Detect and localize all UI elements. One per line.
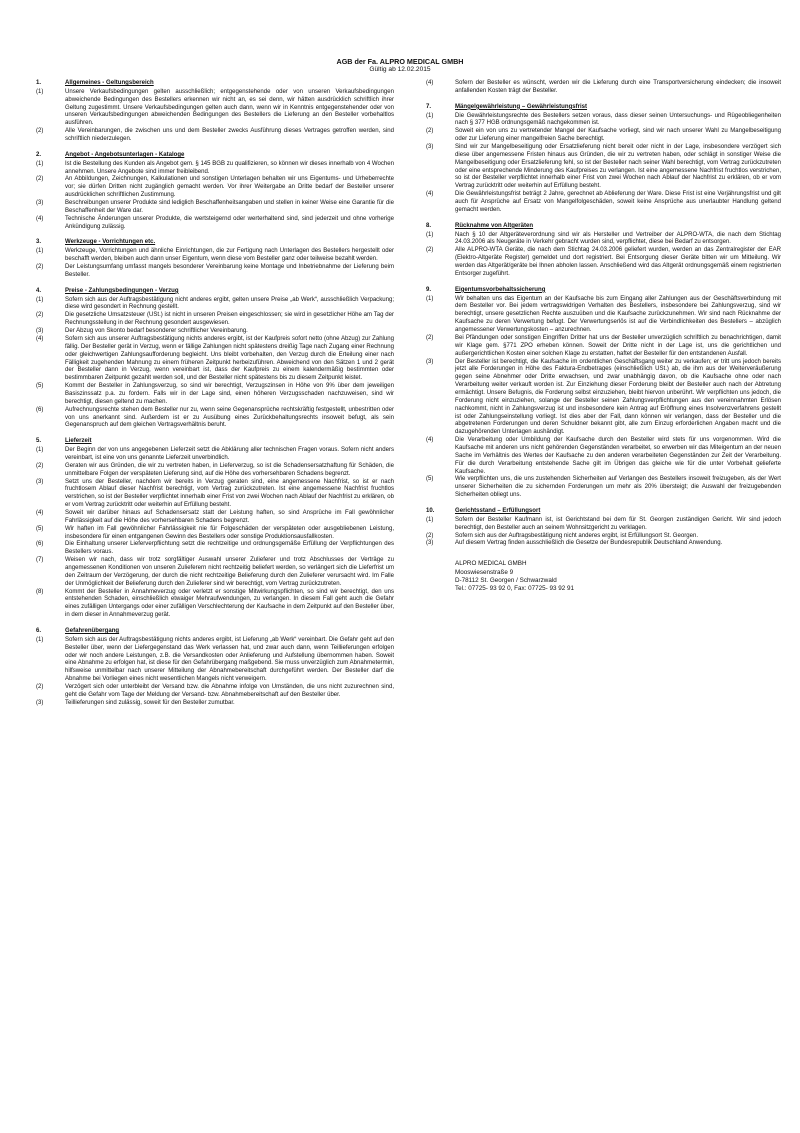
paragraph <box>36 216 394 232</box>
paragraph-number: (4) <box>426 437 434 444</box>
document-validity-date: Gültig ab 12.02.2015 <box>369 66 431 73</box>
section-number: 7. <box>426 103 432 110</box>
paragraph-number: (3) <box>426 540 434 547</box>
paragraph <box>426 540 781 548</box>
section-number: 10. <box>426 507 435 514</box>
paragraph-text: Nach § 10 der Altgeräteverordnung sind wir als Hersteller und Vertreiber der ALPRO-WTA, die nach dem Stichtag 24.03.2006 als Neugeräte in Verkehr gebracht wurden sind, verpflichtet, diese bei Bedarf zu entsorgen. <box>455 231 781 246</box>
paragraph <box>36 248 394 264</box>
section-heading <box>36 288 394 296</box>
paragraph <box>36 89 394 128</box>
paragraph-number: (4) <box>36 335 44 342</box>
paragraph-text: Werkzeuge, Vorrichtungen und ähnliche Einrichtungen, die zur Fertigung nach Unterlagen des Bestellers hergestellt oder beschafft werden, bleiben auch dann unser Eigentum, wenn diese vom Besteller ganz oder teilweise bezahlt werden. <box>65 248 394 263</box>
paragraph-text: Sofern der Besteller Kaufmann ist, ist Gerichtstand bei dem für St. Georgen zuständigen Gericht. Wir sind jedoch berechtigt, den Besteller auch an seinem Wohnsitzgericht zu verklagen. <box>455 516 781 531</box>
paragraph <box>36 328 394 336</box>
paragraph <box>426 359 781 438</box>
section-title: Mängelgewährleistung – Gewährleistungsfrist <box>455 103 588 110</box>
paragraph-text: Wie verpflichten uns, die uns zustehenden Sicherheiten auf Verlangen des Bestellers insoweit freizugeben, als der Wert unserer Sicherheiten die zu sichernden Forderungen um mehr als 20% übersteigt; die Auswahl der freizugebenden Sicherheiten obliegt uns. <box>455 476 781 499</box>
section <box>36 628 394 708</box>
section <box>426 104 781 215</box>
paragraph-number: (3) <box>426 358 434 365</box>
paragraph <box>36 161 394 177</box>
paragraph <box>36 637 394 684</box>
paragraph-number: (5) <box>426 476 434 483</box>
paragraph-text: Unsere Verkaufsbedingungen gelten ausschließlich; entgegenstehende oder von unseren Verkaufsbedingungen abweichende Bedingungen des Bestellers erkennen wir nicht an, es sei denn, wir hätten ausdrücklich schriftlich ihrer Geltung zugestimmt. Unsere Verkaufsbedingungen gelten auch dann, wenn wir in Kenntnis entgegenstehender oder von unseren Verkaufsbedingungen abweichenden Bedingungen des Bestellers die Lieferung an den Besteller vorbehaltlos ausführen. <box>65 88 394 127</box>
paragraph-text: Geraten wir aus Gründen, die wir zu vertreten haben, in Lieferverzug, so ist die Schadensersatzhaftung für Schäden, die unmittelbare Folgen der verspäteten Lieferung sind, auf die Höhe des vorhersehbaren Schadens begrenzt. <box>65 462 394 477</box>
paragraph <box>426 247 781 278</box>
paragraph-number: (7) <box>36 557 44 564</box>
paragraph-number: (3) <box>36 200 44 207</box>
section-title: Rücknahme von Altgeräten <box>455 222 534 229</box>
paragraph <box>426 517 781 533</box>
paragraph-number: (6) <box>36 406 44 413</box>
paragraph-text: Soweit ein von uns zu vertretender Mangel der Kaufsache vorliegt, sind wir nach unserer Wahl zu Mangelbeseitigung oder zur Lieferung einer mangelfreien Sache berechtigt. <box>455 128 781 143</box>
paragraph <box>426 232 781 248</box>
paragraph-text: Alle ALPRO-WTA Geräte, die nach dem Stichtag 24.03.2006 geliefert wurden, werden an das Zentralregister der EAR (Elektro-Altgeräte Register) gemeldet und dort registriert. Bei Entsorgung dieser Geräte bitten wir um Mitteilung. Wir werden das Altgerät/geräte bei Ihnen abholen lassen. Anschließend wird das Altgerät ordnungsgemäß einem registrierten Entsorger zugeführt. <box>455 247 781 277</box>
section <box>36 438 394 620</box>
section-number: 2. <box>36 151 42 158</box>
right-column <box>426 80 781 594</box>
paragraph-text: Verzögert sich oder unterbleibt der Versand bzw. die Abnahme infolge von Umständen, die uns nicht zuzurechnen sind, geht die Gefahr vom Tage der Meldung der Versand- bzw. Abnahmebereitschaft auf den Besteller über. <box>65 684 394 698</box>
paragraph-text: Beschreibungen unserer Produkte sind lediglich Beschaffenheitsangaben und stellen in keiner Weise eine Garantie für die Beschaffenheit der Ware dar. <box>65 200 394 214</box>
section-number: 1. <box>36 80 42 86</box>
paragraph-number: (1) <box>36 248 44 255</box>
paragraph <box>36 200 394 216</box>
paragraph <box>426 80 781 96</box>
paragraph <box>426 437 781 476</box>
paragraph-number: (2) <box>36 128 44 135</box>
paragraph <box>36 463 394 479</box>
paragraph-text: Technische Änderungen unserer Produkte, die wertsteigernd oder werterhaltend sind, sind jederzeit und ohne vorherige Ankündigung zulässig. <box>65 215 394 230</box>
section <box>36 80 394 144</box>
paragraph-text: Kommt der Besteller in Annahmeverzug oder verletzt er sonstige Mitwirkungspflichten, so sind wir berechtigt, den uns entstehenden Schaden, einschließlich etwaiger Mehraufwendungen, zu verlangen. In diesem Fall geht auch die Gefahr eines zufälligen Untergangs oder einer zufälligen Verschlechterung der Kaufsache in dem Zeitpunkt auf den Besteller über, in dem dieser in Annahmeverzug gerät. <box>65 588 394 619</box>
paragraph <box>36 407 394 431</box>
paragraph-number: (1) <box>36 296 44 303</box>
paragraph <box>426 296 781 335</box>
paragraph <box>426 144 781 191</box>
paragraph <box>426 335 781 359</box>
paragraph <box>36 541 394 557</box>
paragraph <box>36 510 394 526</box>
paragraph-text: Weisen wir nach, dass wir trotz sorgfältiger Auswahl unserer Zulieferer und trotz Abschlusses der Verträge zu angemessenen Konditionen von unseren Zulieferern nicht rechtzeitig beliefert werden, so verlängert sich die Lieferfrist um den Zeitraum der Verzögerung, der durch die nicht rechtzeitige Belieferung durch den Zulieferer verursacht wird. Im Falle der Unmöglichkeit der Belieferung durch den Zulieferer sind wir berechtigt, vom Vertrag zurückzutreten. <box>65 557 394 587</box>
section-heading <box>36 438 394 446</box>
paragraph <box>36 700 394 708</box>
paragraph-number: (1) <box>36 160 44 167</box>
paragraph <box>36 264 394 280</box>
paragraph-number: (2) <box>426 334 434 341</box>
section-title: Allgemeines - Geltungsbereich <box>65 80 154 86</box>
paragraph-text: Teillieferungen sind zulässig, soweit für den Besteller zumutbar. <box>65 699 235 706</box>
section-heading <box>36 628 394 636</box>
paragraph <box>426 191 781 215</box>
address-street: Mooswiesenstraße 9 <box>455 568 514 576</box>
paragraph-text: Setzt uns der Besteller, nachdem wir bereits in Verzug geraten sind, eine angemessene Nachfrist, so ist er nach fruchtlosem Ablauf dieser Nachfrist berechtigt, vom Vertrag zurückzutreten. Ist eine angemessene Nachfrist fruchtlos verstrichen, so ist der Besteller verpflichtet innerhalb einer Frist von zwei Wochen nach Ablauf der Nachfrist zu erklären, ob er vom Vertrag zurücktritt oder weiterhin auf Erfüllung besteht. <box>65 478 394 509</box>
paragraph-text: Sofern der Besteller es wünscht, werden wir die Lieferung durch eine Transportversicherung eindecken; die insoweit anfallenden Kosten trägt der Besteller. <box>455 80 781 94</box>
section <box>36 152 394 232</box>
paragraph <box>36 336 394 383</box>
paragraph-number: (2) <box>426 128 434 135</box>
paragraph <box>426 113 781 129</box>
paragraph-number: (1) <box>426 516 434 523</box>
paragraph-text: Kommt der Besteller in Zahlungsverzug, so sind wir berechtigt, Verzugszinsen in Höhe von 9% über dem jeweiligen Basiszinssatz p.a. zu fordern. Falls wir in der Lage sind, einen höheren Verzugsschaden nachzuweisen, sind wir berechtigt, diesen geltend zu machen. <box>65 383 394 405</box>
section-heading <box>36 152 394 160</box>
continued-paragraph <box>426 80 781 96</box>
paragraph-number: (2) <box>36 176 44 183</box>
section-heading <box>426 508 781 516</box>
paragraph-number: (1) <box>36 88 44 95</box>
section-number: 9. <box>426 286 432 293</box>
paragraph-number: (5) <box>36 383 44 390</box>
paragraph-number: (1) <box>36 447 44 454</box>
section <box>426 287 781 500</box>
company-address <box>426 560 781 593</box>
paragraph-text: Sofern sich aus unserer Auftragsbestätigung nichts anderes ergibt, ist der Kaufpreis sofort netto (ohne Abzug) zur Zahlung fällig. Der Besteller gerät in Verzug, wenn er fällige Zahlungen nicht spätestens dreißig Tage nach Zugang einer Rechnung oder gleichwertigen Zahlungsaufforderung begleicht. Uns bleibt vorbehalten, den Verzug durch die Erteilung einer nach Fälligkeit zugehenden Mahnung zu einem früheren Zeitpunkt herbeizuführen. Abweichend von den Sätzen 1 und 2 gerät der Besteller dann in Verzug, wenn vereinbart ist, dass der Kaufpreis zu einem kalendermäßig bestimmten oder bestimmbaren Zeitpunkt gezahlt werden soll, und der Besteller nicht spätestens bis zu diesem Zeitpunkt leistet. <box>65 335 394 382</box>
paragraph <box>36 526 394 542</box>
paragraph <box>36 589 394 620</box>
paragraph-text: Bei Pfändungen oder sonstigen Eingriffen Dritter hat uns der Besteller unverzüglich schriftlich zu benachrichtigen, damit wir Klage gem. §771 ZPO erheben können. Soweit der Dritte nicht in der Lage ist, uns die gerichtlichen und außergerichtlichen Kosten einer solchen Klage zu erstatten, haftet der Besteller für den entstandenen Ausfall. <box>455 334 781 357</box>
paragraph <box>36 383 394 407</box>
paragraph-text: Wir behalten uns das Eigentum an der Kaufsache bis zum Eingang aller Zahlungen aus der Geschäftsverbindung mit dem Besteller vor. Bei jedem vertragswidrigen Verhalten des Bestellers, insbesondere bei Zahlungsverzug, sind wir berechtigt, unsere gesetzlichen Rechte auszuüben und die Kaufsache zurückzunehmen. Wir sind nach Rücknahme der Kaufsache zu deren Verwertung befugt. Der Verwertungserlös ist auf die Verbindlichkeiten des Bestellers – abzüglich angemessener Verwertungskosten – anzurechnen. <box>455 295 781 334</box>
paragraph-number: (5) <box>36 525 44 532</box>
section <box>36 288 394 430</box>
section <box>36 239 394 279</box>
paragraph <box>426 128 781 144</box>
section-number: 4. <box>36 287 42 294</box>
section-heading <box>426 223 781 231</box>
document-title: AGB der Fa. ALPRO MEDICAL GMBH <box>336 57 464 66</box>
section-number: 5. <box>36 438 42 445</box>
paragraph-number: (4) <box>36 509 44 516</box>
paragraph-number: (3) <box>36 328 44 335</box>
paragraph-number: (2) <box>36 462 44 469</box>
paragraph-number: (8) <box>36 588 44 595</box>
paragraph-text: Die gesetzliche Umsatzsteuer (USt.) ist nicht in unseren Preisen eingeschlossen; sie wird in gesetzlicher Höhe am Tag der Rechnungsstellung in der Rechnung gesondert ausgewiesen. <box>65 312 394 327</box>
section-title: Gefahrenübergang <box>65 628 120 634</box>
section-heading <box>36 239 394 247</box>
paragraph-text: Ist die Bestellung des Kunden als Angebot gem. § 145 BGB zu qualifizieren, so können wir dieses innerhalb von 4 Wochen annehmen. Unsere Angebote sind immer freibleibend. <box>65 160 394 175</box>
paragraph-text: Sind wir zur Mangelbeseitigung oder Ersatzlieferung nicht bereit oder nicht in der Lage, insbesondere verzögert sich diese über angemessene Fristen hinaus aus Gründen, die wir zu vertreten haben, oder schlägt in sonstiger Weise die Mangelbeseitigung oder Ersatzlieferung fehl, so ist der Besteller nach seiner Wahl berechtigt, vom Vertrag zurückzutreten oder eine entsprechende Minderung des Kaufpreises zu verlangen. Ist eine angemessene Nachfrist fruchtlos verstrichen, so ist der Besteller verpflichtet innerhalb einer Frist von zwei Wochen nach Ablauf der Nachfrist zu erklären, ob er vom Vertrag zurücktritt oder weiterhin auf Erfüllung besteht. <box>455 144 781 190</box>
paragraph-number: (1) <box>426 112 434 119</box>
section-number: 6. <box>36 628 42 634</box>
paragraph <box>36 128 394 144</box>
address-phone: Tel.: 07725- 93 92 0, Fax: 07725- 93 92 91 <box>455 585 575 593</box>
paragraph-number: (3) <box>426 144 434 151</box>
section-number: 3. <box>36 239 42 246</box>
left-column <box>36 80 394 716</box>
paragraph-text: Wir haften im Fall gewöhnlicher Fahrlässigkeit nie für Folgeschäden der verspäteten oder ausgebliebenen Leistung, insbesondere für einen entgangenen Gewinn des Bestellers oder sonstige Produktionsausfallkosten. <box>65 525 394 540</box>
paragraph-text: Sofern sich aus der Auftragsbestätigung nicht anderes ergibt, ist Erfüllungsort St. Georgen. <box>455 532 699 539</box>
paragraph-number: (1) <box>426 295 434 302</box>
paragraph-number: (1) <box>36 636 44 643</box>
paragraph-number: (4) <box>36 215 44 222</box>
paragraph-text: Die Einhaltung unserer Lieferverpflichtung setzt die rechtzeitige und ordnungsgemäße Erfüllung der Verpflichtungen des Bestellers voraus. <box>65 541 394 556</box>
paragraph-text: Die Gewährleistungsrechte des Bestellers setzen voraus, dass dieser seinen Untersuchungs- und Rügeobliegenheiten nach § 377 HGB ordnungsgemäß nachgekommen ist. <box>455 112 781 127</box>
paragraph-text: Der Beginn der von uns angegebenen Lieferzeit setzt die Abklärung aller technischen Fragen voraus. Sofern nicht anders vereinbart, ist eine von uns genannte Lieferzeit unverbindlich. <box>65 447 394 461</box>
paragraph-number: (3) <box>36 699 44 706</box>
paragraph <box>36 176 394 200</box>
paragraph <box>36 447 394 463</box>
section-heading <box>426 104 781 112</box>
paragraph-number: (2) <box>36 264 44 271</box>
paragraph-number: (1) <box>426 231 434 238</box>
paragraph-text: Sofern sich aus der Auftragsbestätigung nicht anderes ergibt, gelten unsere Preise „ab Werk“, ausschließlich Verpackung; diese wird gesondert in Rechnung gestellt. <box>65 296 394 311</box>
paragraph <box>36 312 394 328</box>
paragraph-number: (2) <box>426 247 434 254</box>
paragraph <box>36 684 394 700</box>
paragraph-number: (3) <box>36 478 44 485</box>
section-title: Preise - Zahlungsbedingungen - Verzug <box>65 287 179 294</box>
paragraph-text: Der Leistungsumfang umfasst mangels besonderer Vereinbarung keine Montage und Inbetriebnahme der Lieferung beim Besteller. <box>65 264 394 278</box>
paragraph-number: (2) <box>36 312 44 319</box>
paragraph <box>36 297 394 313</box>
paragraph-text: Soweit wir darüber hinaus auf Schadensersatz statt der Leistung haften, so sind Ansprüche im Fall gewöhnlicher Fahrlässigkeit auf die Höhe des vorhersehbaren Schadens begrenzt. <box>65 509 394 524</box>
paragraph-text: Auf diesem Vertrag finden ausschließlich die Gesetze der Bundesrepublik Deutschland Anwendung. <box>455 540 723 547</box>
section-heading <box>36 80 394 88</box>
section-number: 8. <box>426 222 432 229</box>
paragraph-text: An Abbildungen, Zeichnungen, Kalkulationen und sonstigen Unterlagen behalten wir uns Eigentums- und Urheberrechte vor; sie dürfen Dritten nicht zugänglich gemacht werden. Vor ihrer Weitergabe an Dritte bedarf der Besteller unserer ausdrücklichen schriftlichen Zustimmung. <box>65 176 394 199</box>
paragraph-number: (4) <box>426 80 434 86</box>
section <box>426 223 781 279</box>
section <box>426 508 781 548</box>
paragraph-number: (4) <box>426 191 434 198</box>
paragraph <box>426 476 781 500</box>
section-title: Gerichtsstand – Erfüllungsort <box>455 507 541 514</box>
paragraph-text: Sofern sich aus der Auftragsbestätigung nichts anderes ergibt, ist Lieferung „ab Werk“ vereinbart. Die Gefahr geht auf den Besteller über, wenn der Liefergegenstand das Werk verlassen hat, und zwar auch dann, wenn Teillieferungen erfolgen oder wir noch andere Leistungen, z.B. die Versandkosten oder Anlieferung und Aufstellung übernommen haben. Soweit eine Abnahme zu erfolgen hat, ist diese für den Gefahrübergang maßgebend. Sie muss unverzüglich zum Abnahmetermin, hilfsweise unmittelbar nach unserer Mitteilung der Abnahmebereitschaft durchgeführt werden. Der Besteller darf die Abnahme bei Vorliegen eines nicht wesentlichen Mangels nicht verweigern. <box>65 636 394 683</box>
paragraph <box>426 533 781 541</box>
paragraph-text: Die Gewährleistungsfrist beträgt 2 Jahre, gerechnet ab Ablieferung der Ware. Diese Frist ist eine Verjährungsfrist und gilt auch für Ansprüche auf Ersatz von Mangelfolgeschäden, soweit keine Ansprüche aus unerlaubter Handlung geltend gemacht werden. <box>455 191 781 213</box>
paragraph-text: Aufrechnungsrechte stehen dem Besteller nur zu, wenn seine Gegenansprüche rechtskräftig festgestellt, unbestritten oder von uns anerkannt sind. Außerdem ist er zu Ausübung eines Zurückbehaltungsrechts insoweit befugt, als sein Gegenanspruch auf dem gleichen Vertragsverhältnis beruht. <box>65 406 394 429</box>
paragraph-number: (2) <box>36 684 44 691</box>
section-title: Lieferzeit <box>65 438 92 445</box>
address-city: D-78112 St. Georgen / Schwarzwald <box>455 576 557 584</box>
section-heading <box>426 287 781 295</box>
paragraph <box>36 557 394 588</box>
section-title: Eigentumsvorbehaltssicherung <box>455 286 546 293</box>
paragraph-number: (2) <box>426 532 434 539</box>
paragraph-number: (6) <box>36 541 44 548</box>
section-title: Angebot - Angebotsunterlagen - Kataloge <box>65 151 185 158</box>
paragraph-text: Alle Vereinbarungen, die zwischen uns und dem Besteller zwecks Ausführung dieses Vertrages getroffen werden, sind schriftlich niederzulegen. <box>65 128 394 143</box>
address-company: ALPRO MEDICAL GMBH <box>455 560 527 568</box>
paragraph-text: Der Abzug von Skonto bedarf besonderer schriftlicher Vereinbarung. <box>65 328 248 335</box>
paragraph <box>36 479 394 510</box>
section-title: Werkzeuge - Vorrichtungen etc. <box>65 239 156 246</box>
paragraph-text: Die Verarbeitung oder Umbildung der Kaufsache durch den Besteller wird stets für uns vorgenommen. Wird die Kaufsache mit anderen uns nicht gehörenden Gegenständen verarbeitet, so erwerben wir das Miteigentum an der neuen Sache im Verhältnis des Wertes der Kaufsache zu den anderen verarbeiteten Gegenständen zur Zeit der Verarbeitung. Für die durch Verarbeitung entstehende Sache gilt im Übrigen das gleiche wie für die unter Vorbehalt gelieferte Kaufsache. <box>455 437 781 475</box>
paragraph-text: Der Besteller ist berechtigt, die Kaufsache im ordentlichen Geschäftsgang weiter zu verkaufen; er tritt uns jedoch bereits jetzt alle Forderungen in Höhe des Faktura-Endbetrages (einschließlich USt.) ab, die ihm aus der Weiterveräußerung gegen seine Abnehmer oder Dritte erwachsen, und zwar unabhängig davon, ob die Kaufsache ohne oder nach Verarbeitung weiter verkauft worden ist. Zur Einziehung dieser Forderung bleibt der Besteller auch nach der Abtretung ermächtigt. Unsere Befugnis, die Forderung selbst einzuziehen, bleibt hiervon unberührt. Wir verpflichten uns jedoch, die Forderung nicht einzuziehen, solange der Besteller seinen Zahlungsverpflichtungen aus den vereinnahmten Erlösen nachkommt, nicht in Zahlungsverzug ist und insbesondere kein Antrag auf Eröffnung eines Insolvenzverfahrens gestellt ist oder Zahlungseinstellung vorliegt. Ist dies aber der Fall, dann können wir verlangen, dass der Besteller und die abgetretenen Forderungen und deren Schuldner bekannt gibt, alle zum Einzug erforderlichen Angaben macht und die dazugehörenden Unterlagen aushändigt. <box>455 358 781 436</box>
